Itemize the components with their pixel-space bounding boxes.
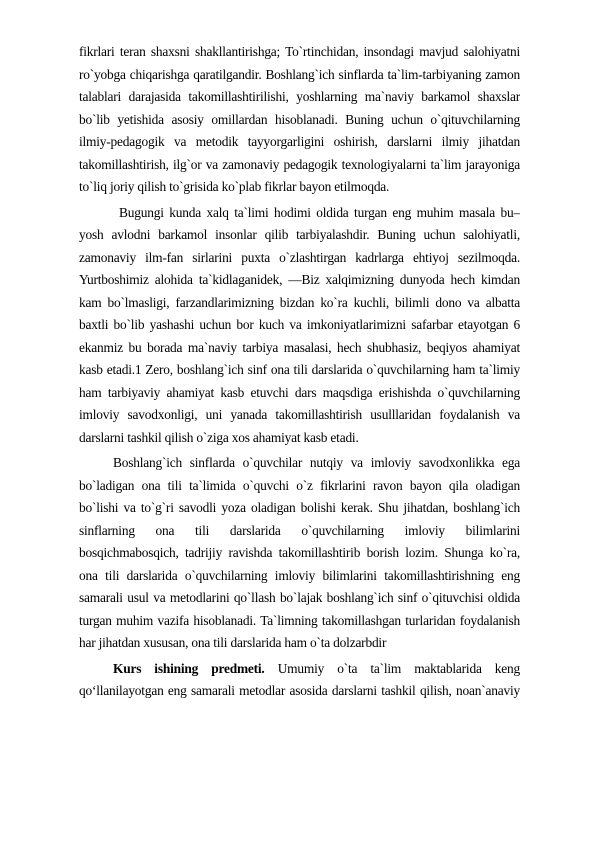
text-line: ilmiy-pedagogik va metodik tayyorgarligini oshirish, darslarni ilmiy jihatdan bbox=[79, 134, 520, 149]
text-line: baxtli bo`lib yashashi uchun bor kuch va imkoniyatlarimizni safarbar etayotgan 6 bbox=[79, 317, 520, 332]
text-line: yosh avlodni barkamol insonlar qilib tarbiyalashdir. Buning uchun salohiyatli, bbox=[79, 227, 520, 242]
text-line: talablari darajasida takomillashtirilishi, yoshlarning ma`naviy barkamol shaxslar bbox=[79, 89, 520, 104]
paragraph-course-subject bbox=[79, 658, 520, 703]
text-line bbox=[79, 658, 520, 681]
text-line: zamonaviy ilm-fan sirlarini puxta o`zlashtirgan kadrlarga ehtiyoj sezilmoqda. bbox=[79, 249, 520, 265]
text-line: Yurtboshimiz alohida ta`kidlaganidek, ―Biz xalqimizning dunyoda hech kimdan bbox=[79, 272, 520, 287]
text-line: to`liq joriy qilish to`grisida ko`plab fikrlar bayon etilmoqda. bbox=[79, 179, 390, 194]
text-line: ro`yobga chiqarishga qaratilgandir. Boshlang`ich sinflarda ta`lim-tarbiyaning zamon bbox=[79, 66, 520, 82]
text-line: qo‘llanilayotgan eng samarali metodlar asosida darslarni tashkil qilish, noan`anaviy bbox=[79, 683, 520, 698]
text-line: bo`ladigan ona tili ta`limida o`quvchi o`z fikrlarini ravon bayon qila oladigan bbox=[79, 477, 520, 493]
text-line: ham tarbiyaviy ahamiyat kasb etuvchi dars maqsdiga erishishda o`quvchilarning bbox=[79, 384, 520, 400]
text-line: samarali usul va metodlarini qo`llash bo`lajak boshlang`ich sinf o`qituvchisi oldida bbox=[79, 590, 520, 605]
document-page bbox=[79, 41, 520, 703]
text-line: darslarni tashkil qilish o`ziga xos ahamiyat kasb etadi. bbox=[79, 429, 359, 445]
text-line: ona tili darslarida o`quvchilarning imloviy bilimlarini takomillashtirishning eng bbox=[79, 567, 520, 583]
paragraph-2 bbox=[79, 202, 520, 450]
text-line: kam bo`lmasligi, farzandlarimizning bizdan ko`ra kuchli, bilimli dono va albatta bbox=[79, 294, 520, 310]
text-line: fikrlari teran shaxsni shakllantirishga; To`rtinchidan, insondagi mavjud salohiyatni bbox=[79, 44, 520, 59]
paragraph-3 bbox=[79, 452, 520, 655]
paragraph-1 bbox=[79, 41, 520, 199]
text-line: bosqichmabosqich, tadrijiy ravishda takomillashtirib borish lozim. Shunga ko`ra, bbox=[79, 545, 520, 560]
text-line: imloviy savodxonligi, uni yanada takomillashtirish usulllaridan foydalanish va bbox=[79, 407, 520, 422]
text-line: sinflarning ona tili darslarida o`quvchilarning imloviy bilimlarini bbox=[79, 522, 520, 538]
text-line: kasb etadi.1 Zero, boshlang`ich sinf ona tili darslarida o`quvchilarning ham ta`limiy bbox=[79, 362, 520, 377]
text-line: turgan muhim vazifa hisoblanadi. Ta`limning takomillashgan turlaridan foydalanish bbox=[79, 612, 520, 628]
text-line: har jihatdan xususan, ona tili darslarida ham o`ta dolzarbdir bbox=[79, 635, 387, 650]
text-line: Bugungi kunda xalq ta`limi hodimi oldida turgan eng muhim masala bu– bbox=[119, 204, 520, 220]
text-line: ekanmiz bu borada ma`naviy tarbiya masalasi, hech shubhasiz, beqiyos ahamiyat bbox=[79, 339, 520, 355]
text-line: bo`lib yetishida asosiy omillardan hisoblanadi. Buning uchun o`qituvchilarning bbox=[79, 111, 520, 127]
text-line: Boshlang`ich sinflarda o`quvchilar nutqiy va imloviy savodxonlikka ega bbox=[113, 455, 520, 470]
section-heading-inline: Kurs ishining predmeti. bbox=[113, 660, 265, 676]
text-line: bo`lishi va to`g`ri savodli yoza oladigan bolishi kerak. Shu jihatdan, boshlang`ich bbox=[79, 500, 520, 515]
text-fragment: Umumiy o`ta ta`lim maktablarida keng bbox=[277, 660, 520, 676]
text-line: takomillashtirish, ilg`or va zamonaviy pedagogik texnologiyalarni ta`lim jarayoniga bbox=[79, 156, 520, 172]
